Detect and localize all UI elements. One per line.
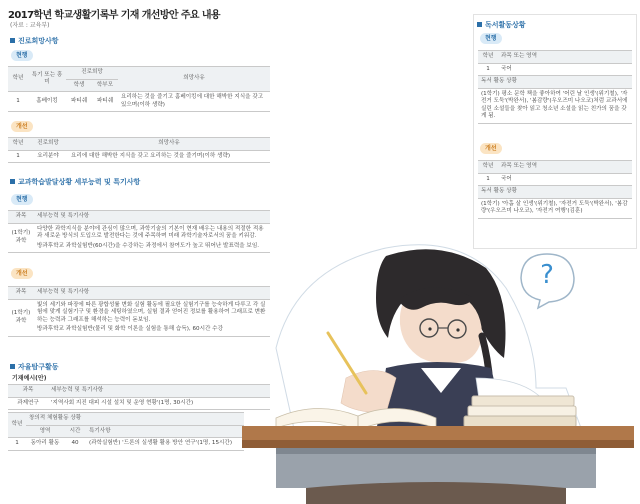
- cell-talent: 홈베이킹: [28, 92, 66, 112]
- th-talent: 특기 또는 흥미: [28, 67, 66, 92]
- cell-detail-text: 빛의 세기와 파장에 따른 광합성률 변화 실험 활동에 필요한 실험기구를 능숙하게 다루고 각 실험에 맞게 실험기구 및 환경을 세팅하였으며, 실험 결과 얻어진 정보를 활용하여 그래프로 변환하는 능력과 그래프를 해석하는 능력이 돋보임.: [37, 301, 266, 323]
- section-marker-icon: [477, 22, 482, 27]
- hand: [341, 371, 396, 414]
- th-detail: 세부능력 및 특기사항: [34, 211, 270, 224]
- cell-detail-note: 방과후학교 과학실험반(물리 및 화학 이론을 실험을 통해 습득), 60시간 수강: [37, 326, 223, 333]
- th-subject: 과목: [8, 211, 34, 224]
- th-grade: 학년: [8, 138, 28, 151]
- table-row: [478, 198, 632, 218]
- cell-grade: 1: [8, 438, 26, 451]
- tag-revised-subject: 개선: [11, 268, 33, 279]
- th-detail: 특기사항: [86, 425, 244, 438]
- example-label: 기재예시(안): [12, 375, 47, 382]
- career-revised-table: [8, 137, 270, 163]
- section-autonomy-label: 자율탐구활동: [18, 363, 59, 371]
- cell-area: 동아리 활동: [26, 438, 64, 451]
- th-field: 과목 또는 영역: [498, 161, 632, 174]
- th-area: 영역: [26, 425, 64, 438]
- cell-subject: 과제연구: [8, 397, 48, 410]
- tag-current-subject: 현행: [11, 194, 33, 205]
- th-hope: 진로희망: [66, 67, 118, 80]
- th-student: 학생: [66, 79, 92, 92]
- cell-parent: 파티쉐: [92, 92, 118, 112]
- th-hope: 진로희망: [28, 138, 68, 151]
- student-illustration: [236, 228, 640, 504]
- reading-revised-table: [478, 160, 632, 219]
- th-field: 과목 또는 영역: [498, 51, 632, 64]
- section-autonomy: [10, 362, 59, 372]
- page-title: 2017학년 학교생활기록부 기재 개선방안 주요 내용: [8, 10, 220, 21]
- th-grade: 학년: [478, 161, 498, 174]
- cell-grade: 1: [8, 150, 28, 163]
- question-bubble-icon: [516, 250, 578, 310]
- book-stack-2: [468, 406, 576, 416]
- cell-detail: (과학실험반) '드론의 실생활 활용 방안 연구'(1명, 15시간): [86, 438, 244, 451]
- cell-subject: (1학기) 과학: [8, 223, 34, 253]
- section-career: [10, 36, 59, 46]
- cell-hours: 40: [64, 438, 86, 451]
- table-row: [8, 150, 270, 163]
- cell-grade: 1: [8, 92, 28, 112]
- book-stack-1: [472, 396, 574, 406]
- cell-subject: (1학기) 과학: [8, 299, 34, 336]
- th-reason: 희망사유: [118, 67, 270, 92]
- subject-current-table: [8, 210, 270, 253]
- section-reading: [477, 20, 526, 30]
- section-subject: [10, 177, 140, 187]
- cell-grade: 1: [478, 63, 498, 76]
- th-subject: 과목: [8, 385, 48, 398]
- th-subject: 과목: [8, 287, 34, 300]
- section-marker-icon: [10, 38, 15, 43]
- th-grade: 학년: [8, 413, 26, 438]
- subject-revised-table: [8, 286, 270, 337]
- tag-revised-reading: 개선: [480, 143, 502, 154]
- table-row: [478, 173, 632, 186]
- th-detail: 세부능력 및 특기사항: [34, 287, 270, 300]
- cell-student: 파티쉐: [66, 92, 92, 112]
- cell-field: 국어: [498, 63, 632, 76]
- th-reason: 희망사유: [68, 138, 270, 151]
- section-marker-icon: [10, 364, 15, 369]
- th-parent: 학부모: [92, 79, 118, 92]
- cell-detail-text: 다양한 과학지식을 분야에 관심이 많으며, 과학기술의 기본이 현재 배우는 내용의 적절한 적용과 새로운 방식의 도입으로 발전한다는 것에 주목하며 미래 과학기술자로서의 꿈을 키워감.: [37, 225, 264, 240]
- table-row: [8, 223, 270, 253]
- table-row: [478, 88, 632, 123]
- desk-top: [242, 426, 634, 440]
- section-subject-label: 교과학습발달상황 세부능력 및 특기사항: [18, 178, 141, 186]
- book-stack-3: [464, 416, 576, 427]
- section-career-label: 진로희망사항: [18, 37, 59, 45]
- cell-field: 국어: [498, 173, 632, 186]
- tag-current-reading: 현행: [480, 33, 502, 44]
- th-grade: 학년: [478, 51, 498, 64]
- table-row: [8, 438, 244, 451]
- cell-activity: (1학기) 평소 문학 책을 좋아하여 '어린 날 인생'(위기철), '자전거 도둑'(박완서), '봄감량'(우오즈미 나오코)처럼 교과서에 실린 소설들을 찾아 읽고 청소년 소설을 읽는 친가의 꿈을 갖게 됨.: [478, 88, 632, 123]
- th-hours: 시간: [64, 425, 86, 438]
- tag-revised-career: 개선: [11, 121, 33, 132]
- table-row: [8, 397, 270, 410]
- cell-activity: (1학기) '아홉 살 인생'(위기철), '자전거 도둑'(박완서), '봄감량'(우오즈미 나오코), '자전거 여행'(김훈): [478, 198, 632, 218]
- th-group: 창의적 체험활동 상황: [26, 413, 244, 426]
- cell-reason: 요리에 대한 해박한 지식을 갖고 요리하는 것을 즐기며(이하 생략): [68, 150, 270, 163]
- section-reading-label: 독서활동상황: [485, 21, 526, 29]
- table-row: [8, 92, 270, 112]
- cell-reason: 요리하는 것을 즐기고 홈베이킹에 대한 해박한 지식을 갖고 있으며(이하 생략): [118, 92, 270, 112]
- th-grade: 학년: [8, 67, 28, 92]
- th-activity: 독서 활동 상황: [478, 186, 632, 199]
- cell-detail-note: 방과후학교 과학실험반(60시간)을 수강하는 과정에서 참여도가 높고 뛰어난 발표력을 보임.: [37, 242, 260, 249]
- table-row: [8, 299, 270, 336]
- th-activity: 독서 활동 상황: [478, 76, 632, 89]
- tag-current-career: 현행: [11, 50, 33, 61]
- skirt: [306, 482, 566, 504]
- th-detail: 세부능력 및 특기사항: [48, 385, 270, 398]
- cell-grade: 1: [478, 173, 498, 186]
- experience-table: [8, 412, 244, 451]
- section-marker-icon: [10, 179, 15, 184]
- cell-hope: 요리분야: [28, 150, 68, 163]
- table-row: [478, 63, 632, 76]
- career-current-table: [8, 66, 270, 112]
- question-mark: ?: [540, 260, 554, 290]
- cell-detail: '지역사회 지진 대피 시설 설치 및 운영 현황'(1명, 30시간): [48, 397, 270, 410]
- reading-current-table: [478, 50, 632, 124]
- autonomy-table: [8, 384, 270, 410]
- source-note: (자료 : 교육부): [10, 22, 50, 29]
